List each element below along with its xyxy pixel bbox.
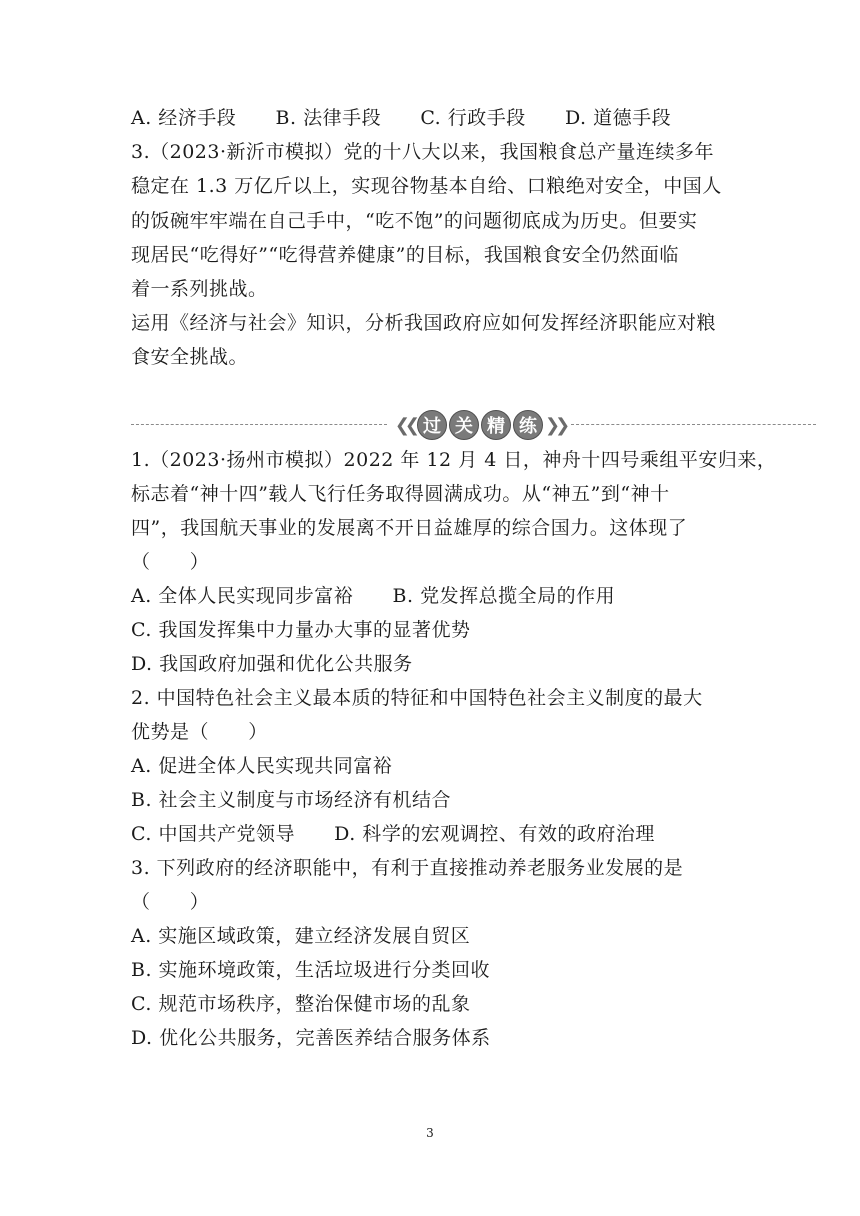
divider-dash-right — [571, 424, 816, 425]
p3-option-b: B. 实施环境政策，生活垃圾进行分类回收 — [131, 959, 491, 981]
p3-option-d: D. 优化公共服务，完善医养结合服务体系 — [131, 1027, 491, 1049]
p2-stem-line-2: 优势是（ ） — [131, 721, 268, 743]
q2-options: A. 经济手段 B. 法律手段 C. 行政手段 D. 道德手段 — [131, 107, 672, 129]
divider-dash-left — [131, 424, 387, 425]
section-banner — [393, 408, 567, 442]
q3-stem-line-4: 现居民“吃得好”“吃得营养健康”的目标，我国粮食安全仍然面临 — [131, 244, 679, 266]
p3-stem-line-1: 3. 下列政府的经济职能中，有利于直接推动养老服务业发展的是 — [131, 857, 684, 879]
q3-stem-line-1: 3.（2023·新沂市模拟）党的十八大以来，我国粮食总产量连续多年 — [131, 141, 715, 163]
p2-option-a: A. 促进全体人民实现共同富裕 — [131, 755, 393, 777]
p1-answer-blank: （ ） — [131, 551, 210, 573]
p3-option-a: A. 实施区域政策，建立经济发展自贸区 — [131, 925, 471, 947]
p1-options-ab: A. 全体人民实现同步富裕 B. 党发挥总揽全局的作用 — [131, 585, 616, 607]
banner-char-3: 精 — [481, 410, 511, 440]
page-number: 3 — [426, 1126, 434, 1140]
p2-option-b: B. 社会主义制度与市场经济有机结合 — [131, 789, 452, 811]
p1-option-c: C. 我国发挥集中力量办大事的显著优势 — [131, 619, 471, 641]
p1-stem-line-2: 标志着“神十四”载人飞行任务取得圆满成功。从“神五”到“神十 — [131, 483, 670, 505]
p1-option-d: D. 我国政府加强和优化公共服务 — [131, 653, 413, 675]
p2-options-cd: C. 中国共产党领导 D. 科学的宏观调控、有效的政府治理 — [131, 823, 655, 845]
q3-stem-line-2: 稳定在 1.3 万亿斤以上，实现谷物基本自给、口粮绝对安全，中国人 — [131, 175, 722, 197]
p1-stem-line-1: 1.（2023·扬州市模拟）2022 年 12 月 4 日，神舟十四号乘组平安归来， — [131, 449, 777, 471]
chevron-left-icon: ❮❮ — [394, 414, 415, 436]
banner-char-2: 关 — [449, 410, 479, 440]
banner-char-1: 过 — [417, 410, 447, 440]
q3-stem-line-5: 着一系列挑战。 — [131, 278, 268, 300]
section-divider — [131, 408, 816, 442]
chevron-right-icon: ❯❯ — [545, 414, 566, 436]
q3-question-line-1: 运用《经济与社会》知识，分析我国政府应如何发挥经济职能应对粮 — [131, 312, 717, 334]
p3-answer-blank: （ ） — [131, 891, 210, 913]
p2-stem-line-1: 2. 中国特色社会主义最本质的特征和中国特色社会主义制度的最大 — [131, 687, 703, 709]
banner-char-4: 练 — [513, 410, 543, 440]
p1-stem-line-3: 四”，我国航天事业的发展离不开日益雄厚的综合国力。这体现了 — [131, 517, 688, 539]
q3-stem-line-3: 的饭碗牢牢端在自己手中，“吃不饱”的问题彻底成为历史。但要实 — [131, 210, 698, 232]
p3-option-c: C. 规范市场秩序，整治保健市场的乱象 — [131, 993, 471, 1015]
q3-question-line-2: 食安全挑战。 — [131, 346, 249, 368]
